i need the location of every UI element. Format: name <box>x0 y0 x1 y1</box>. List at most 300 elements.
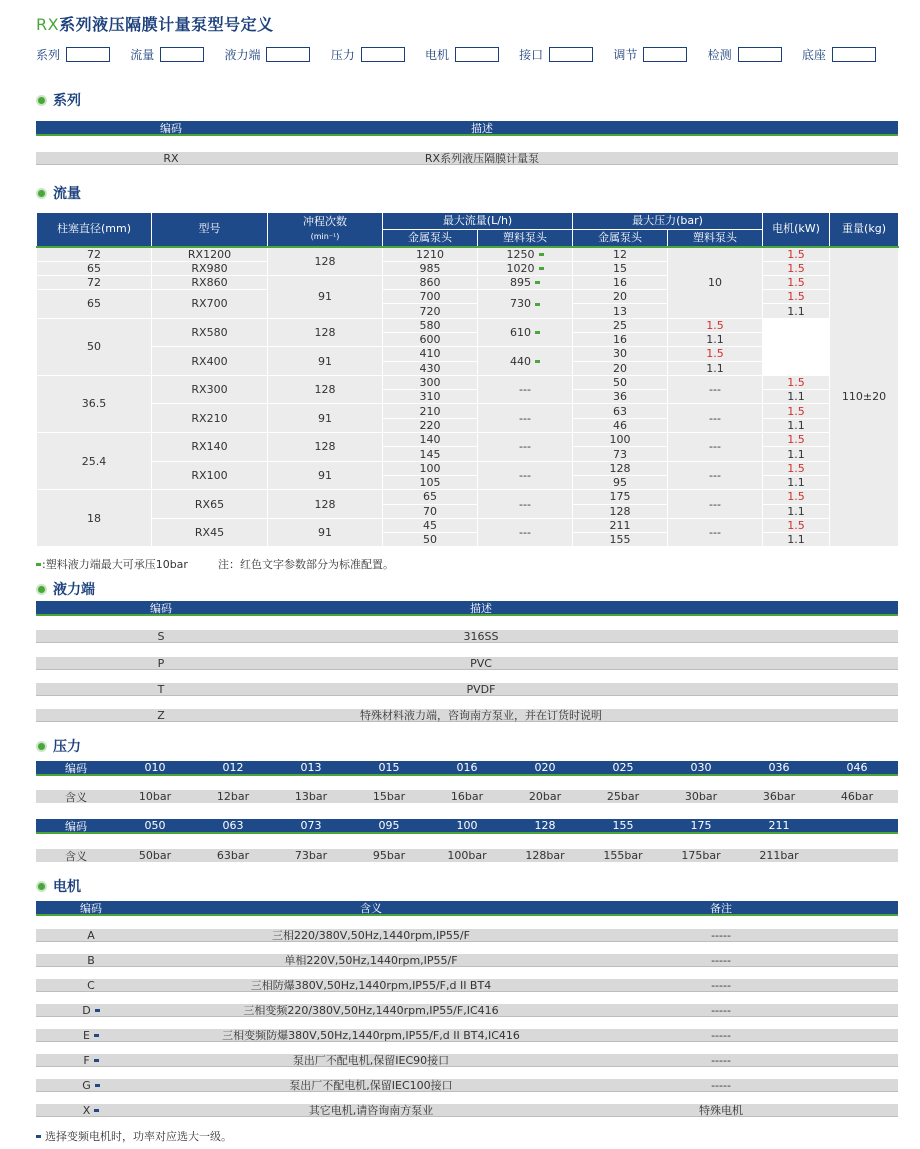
blue-mark-icon <box>94 1034 99 1037</box>
code-box <box>266 47 310 62</box>
code-field-series <box>36 46 110 63</box>
col-desc: 描述 <box>471 121 493 135</box>
table-row <box>37 247 899 262</box>
cell-motor: 1.1 <box>668 332 763 346</box>
table-row <box>36 152 898 165</box>
table-row <box>37 518 899 532</box>
pressure-value: 95bar <box>372 849 406 862</box>
cell-metal-press: 20 <box>573 290 668 304</box>
code-field-pressure <box>331 46 405 63</box>
table-row <box>37 261 899 275</box>
cell-remark: ----- <box>711 1003 731 1017</box>
section-title: 液力端 <box>53 582 95 598</box>
pressure-value: 25bar <box>606 790 640 803</box>
cell-stroke: 128 <box>268 490 383 519</box>
cell-metal-press: 155 <box>573 533 668 547</box>
pressure-value: 12bar <box>216 790 250 803</box>
cell-plastic-press: 10 <box>668 247 763 319</box>
th-model: 型号 <box>152 213 268 247</box>
code-field-liquid-end <box>224 46 310 63</box>
blue-mark-icon <box>36 1135 41 1138</box>
cell-desc: 三相220/380V,50Hz,1440rpm,IP55/F <box>272 929 470 942</box>
table-row <box>36 954 898 967</box>
cell-metal-press: 175 <box>573 490 668 504</box>
cell-motor: 1.1 <box>763 504 830 518</box>
cell-plastic-flow <box>478 318 573 347</box>
cell-metal-flow: 50 <box>383 533 478 547</box>
cell-motor: 1.5 <box>763 490 830 504</box>
table-row <box>37 275 899 289</box>
table-row <box>36 929 898 942</box>
pressure-code: 036 <box>768 761 790 774</box>
pressure-value: 63bar <box>216 849 250 862</box>
cell-metal-press: 36 <box>573 390 668 404</box>
cell-stroke: 128 <box>268 433 383 462</box>
bullet-icon <box>36 584 47 595</box>
pressure-code: 050 <box>144 819 166 832</box>
cell-metal-press: 12 <box>573 247 668 262</box>
cell-remark: ----- <box>711 1053 731 1067</box>
cell-value: 1250 <box>506 247 535 261</box>
cell-desc: 三相变频220/380V,50Hz,1440rpm,IP55/F,IC416 <box>243 1004 499 1017</box>
th-stroke-unit: (min⁻¹) <box>310 231 340 241</box>
code-text: E <box>83 1028 90 1042</box>
cell-code: C <box>87 978 95 992</box>
cell-remark: ----- <box>711 953 731 967</box>
cell-motor: 1.5 <box>763 275 830 289</box>
motor-note <box>36 1128 232 1144</box>
pressure-value: 30bar <box>684 790 718 803</box>
cell-motor: 1.1 <box>763 475 830 489</box>
table-row <box>37 461 899 475</box>
pressure-code: 128 <box>534 819 556 832</box>
cell-plunger: 72 <box>37 275 152 289</box>
table-row <box>36 683 898 696</box>
pressure-code: 012 <box>222 761 244 774</box>
th-weight: 重量(kg) <box>830 213 899 247</box>
green-mark-icon <box>539 253 544 256</box>
pressure-value: 20bar <box>528 790 562 803</box>
cell-model: RX700 <box>152 290 268 319</box>
bullet-icon <box>36 741 47 752</box>
cell-metal-press: 100 <box>573 433 668 447</box>
blue-mark-icon <box>94 1059 99 1062</box>
code-field-label: 接口 <box>519 47 544 62</box>
code-field-base <box>802 46 876 63</box>
green-mark-icon <box>36 563 41 566</box>
cell-metal-press: 15 <box>573 261 668 275</box>
code-field-label: 底座 <box>801 47 826 62</box>
cell-metal-press: 50 <box>573 375 668 389</box>
table-row <box>37 404 899 418</box>
section-pressure-heading <box>36 736 81 756</box>
flow-table <box>36 212 899 547</box>
cell-metal-flow: 720 <box>383 304 478 318</box>
cell-plunger: 65 <box>37 261 152 275</box>
cell-metal-flow: 600 <box>383 332 478 346</box>
code-field-label: 液力端 <box>224 47 261 62</box>
section-title: 流量 <box>53 186 81 202</box>
cell-stroke: 91 <box>268 404 383 433</box>
cell-metal-press: 211 <box>573 518 668 532</box>
code-box <box>549 47 593 62</box>
pressure-meaning-row-1 <box>36 790 898 803</box>
cell-desc: RX系列液压隔膜计量泵 <box>424 152 540 165</box>
cell-metal-press: 128 <box>573 504 668 518</box>
blue-mark-icon <box>94 1109 99 1112</box>
pressure-code: 020 <box>534 761 556 774</box>
code-box <box>643 47 687 62</box>
code-box <box>738 47 782 62</box>
cell-code: S <box>157 629 165 643</box>
pressure-code: 095 <box>378 819 400 832</box>
code-field-motor <box>425 46 499 63</box>
cell-plastic-flow <box>478 347 573 376</box>
table-row <box>36 1079 898 1092</box>
cell-code <box>36 1104 146 1117</box>
cell-desc: 特殊材料液力端，咨询南方泵业，并在订货时说明 <box>360 709 602 722</box>
cell-model: RX860 <box>152 275 268 289</box>
cell-motor: 1.1 <box>763 390 830 404</box>
cell-plastic-flow: --- <box>478 518 573 547</box>
table-row <box>36 630 898 643</box>
pressure-value: 175bar <box>681 849 721 862</box>
th-stroke <box>268 213 383 247</box>
label-meaning: 含义 <box>65 849 87 863</box>
cell-metal-press: 13 <box>573 304 668 318</box>
th-plunger: 柱塞直径(mm) <box>37 213 152 247</box>
pressure-value: 50bar <box>138 849 172 862</box>
th-motor: 电机(kW) <box>763 213 830 247</box>
cell-plastic-press: --- <box>668 375 763 404</box>
code-text: G <box>82 1078 91 1092</box>
cell-plastic-flow: --- <box>478 433 573 462</box>
table-row <box>36 657 898 670</box>
pressure-code: 013 <box>300 761 322 774</box>
cell-remark: ----- <box>711 978 731 992</box>
page-title <box>36 12 274 35</box>
cell-value: 730 <box>510 297 531 311</box>
section-title: 压力 <box>53 739 81 755</box>
pressure-value: 15bar <box>372 790 406 803</box>
code-field-label: 调节 <box>613 47 638 62</box>
cell-model: RX210 <box>152 404 268 433</box>
cell-metal-flow: 140 <box>383 433 478 447</box>
pressure-code: 016 <box>456 761 478 774</box>
cell-metal-flow: 145 <box>383 447 478 461</box>
cell-code <box>36 1054 146 1067</box>
cell-desc: 三相变频防爆380V,50Hz,1440rpm,IP55/F,d II BT4,IC416 <box>222 1029 520 1042</box>
cell-remark: ----- <box>711 928 731 942</box>
cell-plunger: 18 <box>37 490 152 547</box>
cell-code: T <box>157 682 165 696</box>
code-box <box>66 47 110 62</box>
cell-stroke: 128 <box>268 375 383 404</box>
cell-remark: 特殊电机 <box>699 1104 743 1117</box>
cell-plastic-flow: --- <box>478 461 573 490</box>
cell-motor: 1.5 <box>763 247 830 262</box>
cell-plastic-press: --- <box>668 490 763 519</box>
cell-metal-flow: 1210 <box>383 247 478 262</box>
pressure-code: 073 <box>300 819 322 832</box>
cell-desc: PVC <box>470 656 492 670</box>
col-remark: 备注 <box>710 901 732 915</box>
pressure-code: 046 <box>846 761 868 774</box>
pressure-code: 025 <box>612 761 634 774</box>
pressure-meaning-row-2 <box>36 849 898 862</box>
section-liquid-end-heading <box>36 579 95 599</box>
green-mark-icon <box>535 303 540 306</box>
cell-motor: 1.1 <box>668 361 763 375</box>
cell-stroke: 91 <box>268 461 383 490</box>
table-row <box>37 290 899 304</box>
cell-metal-press: 95 <box>573 475 668 489</box>
cell-metal-flow: 860 <box>383 275 478 289</box>
cell-motor: 1.5 <box>763 518 830 532</box>
code-field-interface <box>519 46 593 63</box>
title-text: 系列液压隔膜计量泵型号定义 <box>59 15 274 34</box>
cell-metal-press: 128 <box>573 461 668 475</box>
table-row <box>36 1054 898 1067</box>
note-text: 选择变频电机时，功率对应选大一级。 <box>45 1130 232 1143</box>
cell-model: RX100 <box>152 461 268 490</box>
cell-metal-press: 16 <box>573 332 668 346</box>
cell-metal-flow: 430 <box>383 361 478 375</box>
code-field-adjust <box>613 46 687 63</box>
cell-motor: 1.1 <box>763 533 830 547</box>
cell-value: 895 <box>510 275 531 289</box>
cell-stroke: 91 <box>268 275 383 318</box>
code-text: D <box>82 1003 91 1017</box>
table-row <box>36 1004 898 1017</box>
cell-plastic-flow <box>478 261 573 275</box>
col-code: 编码 <box>80 901 102 915</box>
cell-plastic-flow <box>478 290 573 319</box>
cell-code <box>36 1029 146 1042</box>
note-red: 注：红色文字参数部分为标准配置。 <box>217 558 394 571</box>
table-row <box>36 1104 898 1117</box>
section-title: 电机 <box>53 879 81 895</box>
section-motor-heading <box>36 876 81 896</box>
th-metal-press: 金属泵头 <box>573 229 668 246</box>
table-row <box>37 490 899 504</box>
pressure-value: 73bar <box>294 849 328 862</box>
section-series-heading <box>36 90 81 110</box>
green-mark-icon <box>535 281 540 284</box>
cell-model: RX980 <box>152 261 268 275</box>
cell-desc: 其它电机,请咨询南方泵业 <box>308 1104 434 1117</box>
code-box <box>160 47 204 62</box>
cell-model: RX580 <box>152 318 268 347</box>
code-box <box>455 47 499 62</box>
series-table-header <box>36 121 898 136</box>
pressure-value: 100bar <box>447 849 487 862</box>
pressure-code: 175 <box>690 819 712 832</box>
table-row <box>36 979 898 992</box>
cell-metal-flow: 100 <box>383 461 478 475</box>
cell-desc: 三相防爆380V,50Hz,1440rpm,IP55/F,d II BT4 <box>250 979 492 992</box>
th-plastic-flow: 塑料泵头 <box>478 229 573 246</box>
pressure-value: 36bar <box>762 790 796 803</box>
cell-motor: 1.5 <box>763 404 830 418</box>
th-metal-flow: 金属泵头 <box>383 229 478 246</box>
code-field-label: 流量 <box>130 47 155 62</box>
cell-metal-flow: 70 <box>383 504 478 518</box>
cell-metal-press: 46 <box>573 418 668 432</box>
cell-code: B <box>87 953 95 967</box>
code-field-label: 系列 <box>36 47 61 62</box>
cell-motor: 1.5 <box>763 461 830 475</box>
cell-metal-flow: 580 <box>383 318 478 332</box>
liquid-end-table-header <box>36 601 898 616</box>
cell-desc: 单相220V,50Hz,1440rpm,IP55/F <box>284 954 458 967</box>
code-text: F <box>83 1053 90 1067</box>
cell-desc: PVDF <box>466 682 496 696</box>
title-rx: RX <box>36 15 60 34</box>
bullet-icon <box>36 188 47 199</box>
code-field-flow <box>130 46 204 63</box>
cell-model: RX45 <box>152 518 268 547</box>
cell-metal-flow: 65 <box>383 490 478 504</box>
cell-code: P <box>157 656 165 670</box>
cell-code <box>36 1004 146 1017</box>
table-row <box>36 709 898 722</box>
cell-remark: ----- <box>711 1078 731 1092</box>
th-plastic-press: 塑料泵头 <box>668 229 763 246</box>
cell-plunger: 36.5 <box>37 375 152 432</box>
table-row <box>37 375 899 389</box>
code-box <box>832 47 876 62</box>
flow-notes <box>36 556 394 572</box>
pressure-code: 211 <box>768 819 790 832</box>
label-code: 编码 <box>65 819 87 833</box>
cell-plunger: 25.4 <box>37 433 152 490</box>
pressure-value: 16bar <box>450 790 484 803</box>
cell-model: RX300 <box>152 375 268 404</box>
cell-metal-flow: 220 <box>383 418 478 432</box>
pressure-code-row-1 <box>36 761 898 776</box>
green-mark-icon <box>539 267 544 270</box>
pressure-value: 211bar <box>759 849 799 862</box>
cell-plastic-press: --- <box>668 461 763 490</box>
section-title: 系列 <box>53 93 81 109</box>
cell-plastic-flow: --- <box>478 404 573 433</box>
pressure-value: 128bar <box>525 849 565 862</box>
pressure-value: 13bar <box>294 790 328 803</box>
col-code: 编码 <box>150 601 172 615</box>
blue-mark-icon <box>95 1009 100 1012</box>
code-field-label: 压力 <box>330 47 355 62</box>
cell-plunger: 72 <box>37 247 152 262</box>
bullet-icon <box>36 95 47 106</box>
cell-metal-press: 25 <box>573 318 668 332</box>
cell-metal-flow: 300 <box>383 375 478 389</box>
cell-metal-flow: 310 <box>383 390 478 404</box>
th-max-flow: 最大流量(L/h) <box>383 213 573 230</box>
code-field-label: 电机 <box>424 47 449 62</box>
cell-plastic-flow: --- <box>478 490 573 519</box>
cell-value: 610 <box>510 325 531 339</box>
cell-value: 440 <box>510 354 531 368</box>
cell-plunger: 50 <box>37 318 152 375</box>
cell-metal-press: 20 <box>573 361 668 375</box>
cell-motor: 1.1 <box>763 418 830 432</box>
cell-plastic-press: --- <box>668 404 763 433</box>
cell-metal-flow: 210 <box>383 404 478 418</box>
motor-table-header <box>36 901 898 916</box>
cell-motor: 1.5 <box>668 347 763 361</box>
cell-metal-press: 30 <box>573 347 668 361</box>
col-desc: 描述 <box>470 601 492 615</box>
pressure-code-row-2 <box>36 819 898 834</box>
cell-motor: 1.1 <box>763 304 830 318</box>
cell-motor: 1.5 <box>763 290 830 304</box>
cell-code: A <box>87 928 95 942</box>
code-field-detect <box>708 46 782 63</box>
cell-metal-press: 16 <box>573 275 668 289</box>
cell-metal-press: 63 <box>573 404 668 418</box>
cell-plastic-flow: --- <box>478 375 573 404</box>
cell-plastic-press: --- <box>668 433 763 462</box>
label-code: 编码 <box>65 761 87 775</box>
model-code-row <box>36 44 876 64</box>
cell-stroke: 91 <box>268 518 383 547</box>
bullet-icon <box>36 881 47 892</box>
cell-code <box>36 1079 146 1092</box>
pressure-code: 063 <box>222 819 244 832</box>
pressure-code: 030 <box>690 761 712 774</box>
cell-metal-flow: 105 <box>383 475 478 489</box>
pressure-code: 155 <box>612 819 634 832</box>
cell-code: Z <box>157 708 165 722</box>
th-max-pressure: 最大压力(bar) <box>573 213 763 230</box>
code-field-label: 检测 <box>707 47 732 62</box>
cell-stroke: 128 <box>268 247 383 276</box>
table-row <box>37 318 899 332</box>
cell-desc: 泵出厂不配电机,保留IEC90接口 <box>292 1054 450 1067</box>
code-text: X <box>82 1103 91 1117</box>
cell-metal-flow: 700 <box>383 290 478 304</box>
cell-model: RX140 <box>152 433 268 462</box>
cell-motor: 1.5 <box>763 433 830 447</box>
col-code: 编码 <box>160 121 182 135</box>
pressure-code: 010 <box>144 761 166 774</box>
cell-model: RX65 <box>152 490 268 519</box>
cell-motor: 1.5 <box>763 261 830 275</box>
pressure-code: 100 <box>456 819 478 832</box>
code-box <box>361 47 405 62</box>
section-flow-heading <box>36 183 81 203</box>
pressure-value: 46bar <box>840 790 874 803</box>
cell-desc: 泵出厂不配电机,保留IEC100接口 <box>289 1079 453 1092</box>
cell-motor: 1.5 <box>763 375 830 389</box>
pressure-value: 10bar <box>138 790 172 803</box>
cell-metal-flow: 45 <box>383 518 478 532</box>
cell-metal-press: 73 <box>573 447 668 461</box>
cell-desc: 316SS <box>463 629 499 643</box>
cell-plastic-flow <box>478 275 573 289</box>
cell-value: 1020 <box>506 261 535 275</box>
cell-stroke: 128 <box>268 318 383 347</box>
cell-motor: 1.5 <box>668 318 763 332</box>
table-row <box>36 1029 898 1042</box>
label-meaning: 含义 <box>65 790 87 804</box>
blue-mark-icon <box>95 1084 100 1087</box>
pressure-value: 155bar <box>603 849 643 862</box>
green-mark-icon <box>535 360 540 363</box>
cell-stroke: 91 <box>268 347 383 376</box>
cell-model: RX1200 <box>152 247 268 262</box>
